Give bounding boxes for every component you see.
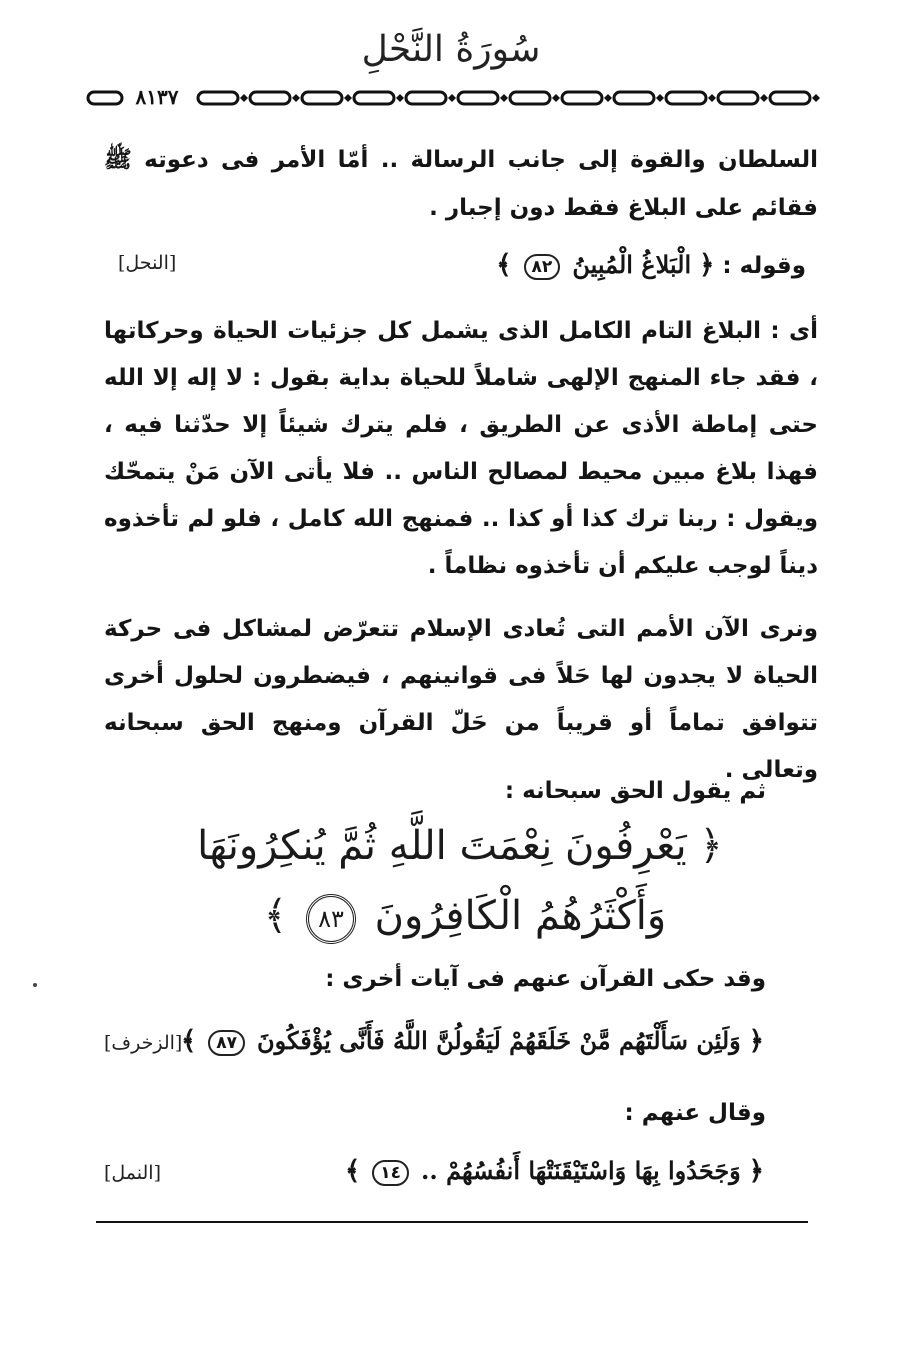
- ornament-link: [666, 92, 706, 104]
- intro-text: وقال عنهم :: [624, 1100, 766, 1126]
- verse-text: وَجَحَدُوا بِهَا وَاسْتَيْقَنَتْهَا أَنفُسُهُمْ ..: [421, 1156, 741, 1185]
- ornament-link: [302, 92, 342, 104]
- ornament-diamond: [656, 94, 664, 102]
- page-number: ٨١٣٧: [128, 84, 186, 110]
- ornament-diamond: [448, 94, 456, 102]
- ornament-link: [88, 92, 122, 104]
- quran-verse-line-2: [210, 884, 720, 948]
- ornament-link: [770, 92, 810, 104]
- ornament-diamond: [812, 94, 820, 102]
- ornament-diamond: [396, 94, 404, 102]
- verse-text: وَلَئِن سَأَلْتَهُم مَّنْ خَلَقَهُمْ لَيَقُولُنَّ اللَّهُ فَأَنَّى يُؤْفَكُونَ: [256, 1026, 741, 1055]
- verse-text: وَأَكْثَرُهُمُ الْكَافِرُونَ: [374, 893, 667, 939]
- ayah-number: ٨٢: [524, 254, 561, 280]
- ornament-link: [406, 92, 446, 104]
- ornament-link: [198, 92, 238, 104]
- ornament-diamond: [708, 94, 716, 102]
- ornament-link: [458, 92, 498, 104]
- ornament-diamond: [500, 94, 508, 102]
- ornament-diamond: [240, 94, 248, 102]
- open-bracket: ﴿: [699, 250, 715, 280]
- ornamental-border: [86, 88, 846, 108]
- surah-reference: [النحل]: [118, 252, 177, 274]
- ornament-link: [562, 92, 602, 104]
- ornament-link: [510, 92, 550, 104]
- paragraph-2: أى : البلاغ التام الكامل الذى يشمل كل جزئيات الحياة وحركاتها ، فقد جاء المنهج الإلهى شاملاً للحياة بداية بقول : لا إله إلا الله حتى إماطة الأذى عن الطريق ، فلم يترك شيئاً إلا حدّثنا فيه ، فهذا بلاغ مبين محيط لمصالح الناس .. فلا يأتى الآن مَنْ يتمحّك ويقول : ربنا ترك كذا أو كذا .. فمنهج الله كامل ، فلو لم تأخذوه ديناً لوجب عليكم أن تأخذوه نظاماً .: [104, 318, 818, 579]
- surah-reference: [النمل]: [104, 1162, 161, 1184]
- verse-quote-line: [345, 1156, 764, 1186]
- verse-text: الْبَلاغُ الْمُبِينُ: [572, 250, 692, 279]
- ornament-diamond: [344, 94, 352, 102]
- paragraph-3: ونرى الآن الأمم التى تُعادى الإسلام تتعرّض لمشاكل فى حركة الحياة لا يجدون لها حَلاً فى قوانينهم ، فيضطرون لحلول أخرى تتوافق تماماً أو قريباً من حَلّ القرآن ومنهج الحق سبحانه وتعالى .: [104, 616, 818, 783]
- speck: [33, 983, 37, 987]
- ornament-link: [250, 92, 290, 104]
- open-bracket: ﴿: [748, 1156, 764, 1186]
- ornament-link: [354, 92, 394, 104]
- ornament-link: [718, 92, 758, 104]
- close-bracket: ﴾: [344, 1156, 361, 1186]
- lead-in-text: ثم يقول الحق سبحانه :: [504, 778, 766, 804]
- paragraph-1: السلطان والقوة إلى جانب الرسالة .. أمّا الأمر فى دعوته ﷺ فقائم على البلاغ فقط دون إجبار .: [104, 147, 818, 221]
- ornament-diamond: [292, 94, 300, 102]
- close-bracket: ﴾: [496, 250, 512, 280]
- surah-title: سُورَةُ النَّحْلِ: [361, 29, 541, 70]
- close-bracket: ﴾: [180, 1026, 197, 1056]
- ornament-diamond: [552, 94, 560, 102]
- surah-reference: [الزخرف]: [104, 1032, 183, 1054]
- quran-verse-line-1: ﴿ يَعْرِفُونَ نِعْمَتَ اللَّهِ ثُمَّ يُنكِرُونَهَا: [197, 823, 723, 869]
- quote-intro: وقوله :: [722, 253, 806, 279]
- ayah-number: ٨٧: [208, 1030, 245, 1056]
- ornament-diamond: [760, 94, 768, 102]
- ayah-number: ١٤: [372, 1160, 409, 1186]
- ayah-number: ٨٣: [306, 894, 356, 944]
- close-bracket: ﴾: [263, 893, 288, 939]
- ornament-link: [614, 92, 654, 104]
- verse-quote-line: [496, 250, 806, 280]
- ornament-diamond: [604, 94, 612, 102]
- open-bracket: ﴿: [748, 1026, 764, 1056]
- verse-quote-line: [181, 1026, 764, 1056]
- intro-text: وقد حكى القرآن عنهم فى آيات أخرى :: [325, 966, 766, 992]
- footer-rule: [96, 1221, 808, 1223]
